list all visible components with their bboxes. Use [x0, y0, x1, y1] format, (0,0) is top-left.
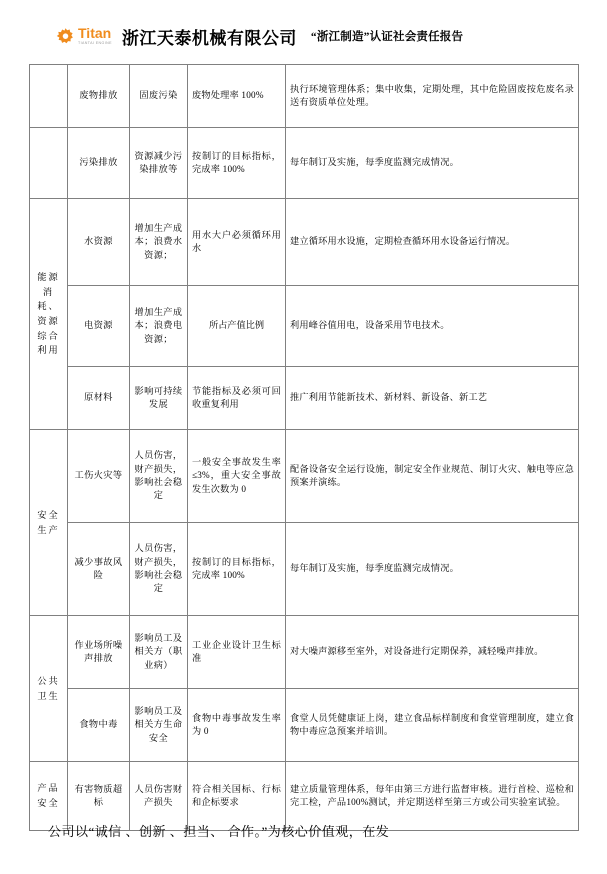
- gear-icon: [56, 27, 75, 46]
- table-row: [30, 65, 579, 128]
- cell-indicator: 工业企业设计卫生标准: [188, 616, 286, 689]
- cell-indicator: 废物处理率 100%: [188, 65, 286, 128]
- logo-wordmark: [78, 26, 112, 46]
- cell-subject: 电资源: [68, 286, 130, 367]
- table-row: [30, 616, 579, 689]
- cell-measure: 执行环境管理体系；集中收集，定期处理，其中危险固废按危废名录送有资质单位处理。: [286, 65, 579, 128]
- cell-category: 公共卫生: [30, 616, 68, 762]
- logo-subtitle: TIANTAI ENGINE: [78, 41, 112, 46]
- cell-subject: 污染排放: [68, 128, 130, 199]
- table-row: [30, 430, 579, 523]
- cell-aspect: 人员伤害，财产损失，影响社会稳定: [130, 430, 188, 523]
- cell-measure: 建立循环用水设施，定期检查循环用水设备运行情况。: [286, 199, 579, 286]
- cell-aspect: 人员伤害，财产损失，影响社会稳定: [130, 523, 188, 616]
- table-row: [30, 367, 579, 430]
- table-row: [30, 762, 579, 831]
- cell-indicator: 一般安全事故发生率≤3%，重大安全事故发生次数为 0: [188, 430, 286, 523]
- company-logo: [56, 26, 112, 46]
- cell-category: [30, 128, 68, 199]
- cell-indicator: 用水大户必须循环用水: [188, 199, 286, 286]
- logo-title: Titan: [78, 25, 112, 42]
- cell-subject: 食物中毒: [68, 689, 130, 762]
- cell-measure: 利用峰谷值用电，设备采用节电技术。: [286, 286, 579, 367]
- cell-category: 安全生产: [30, 430, 68, 616]
- cell-aspect: 增加生产成本；浪费电资源；: [130, 286, 188, 367]
- cell-aspect: 增加生产成本；浪费水资源；: [130, 199, 188, 286]
- cell-category: 能源消耗、资源综合利用: [30, 199, 68, 430]
- cell-measure: 对大噪声源移至室外，对设备进行定期保养，减轻噪声排放。: [286, 616, 579, 689]
- table-row: [30, 689, 579, 762]
- cell-aspect: 影响员工及相关方（职业病）: [130, 616, 188, 689]
- cell-subject: 有害物质超标: [68, 762, 130, 831]
- company-name: 浙江天泰机械有限公司: [121, 28, 297, 48]
- cell-aspect: 资源减少污染排放等: [130, 128, 188, 199]
- cell-measure: 食堂人员凭健康证上岗，建立食品标样制度和食堂管理制度，建立食物中毒应急预案并培训。: [286, 689, 579, 762]
- table-row: [30, 286, 579, 367]
- cell-aspect: 影响可持续发展: [130, 367, 188, 430]
- cell-subject: 废物排放: [68, 65, 130, 128]
- cell-measure: 推广利用节能新技术、新材料、新设备、新工艺: [286, 367, 579, 430]
- table-row: [30, 523, 579, 616]
- cell-indicator: 符合相关国标、行标和企标要求: [188, 762, 286, 831]
- cell-subject: 水资源: [68, 199, 130, 286]
- cell-indicator: 所占产值比例: [188, 286, 286, 367]
- report-title: “浙江制造”认证社会责任报告: [310, 31, 464, 43]
- cell-aspect: 人员伤害财产损失: [130, 762, 188, 831]
- footer-paragraph: 公司以“诚信 、创新 、担当、 合作。”为核心价值观，在发: [48, 824, 390, 839]
- cell-measure: 每年制订及实施，每季度监测完成情况。: [286, 128, 579, 199]
- table-row: [30, 128, 579, 199]
- cell-indicator: 节能指标及必须可回收重复利用: [188, 367, 286, 430]
- cell-measure: 每年制订及实施，每季度监测完成情况。: [286, 523, 579, 616]
- cell-indicator: 按制订的目标指标，完成率 100%: [188, 128, 286, 199]
- cell-measure: 建立质量管理体系，每年由第三方进行监督审核。进行首检、巡检和完工检，产品100%测试，并定期送样至第三方或公司实验室试验。: [286, 762, 579, 831]
- cell-subject: 原材料: [68, 367, 130, 430]
- cell-category: 产品安全: [30, 762, 68, 831]
- cell-subject: 减少事故风险: [68, 523, 130, 616]
- cell-indicator: 按制订的目标指标，完成率 100%: [188, 523, 286, 616]
- cell-aspect: 影响员工及相关方生命安全: [130, 689, 188, 762]
- table-row: [30, 199, 579, 286]
- cell-category: [30, 65, 68, 128]
- cell-subject: 作业场所噪声排放: [68, 616, 130, 689]
- social-responsibility-table: [29, 64, 579, 831]
- cell-aspect: 固废污染: [130, 65, 188, 128]
- cell-measure: 配备设备安全运行设施，制定安全作业规范、制订火灾、触电等应急预案并演练。: [286, 430, 579, 523]
- document-header: [0, 18, 607, 54]
- cell-indicator: 食物中毒事故发生率为 0: [188, 689, 286, 762]
- cell-subject: 工伤火灾等: [68, 430, 130, 523]
